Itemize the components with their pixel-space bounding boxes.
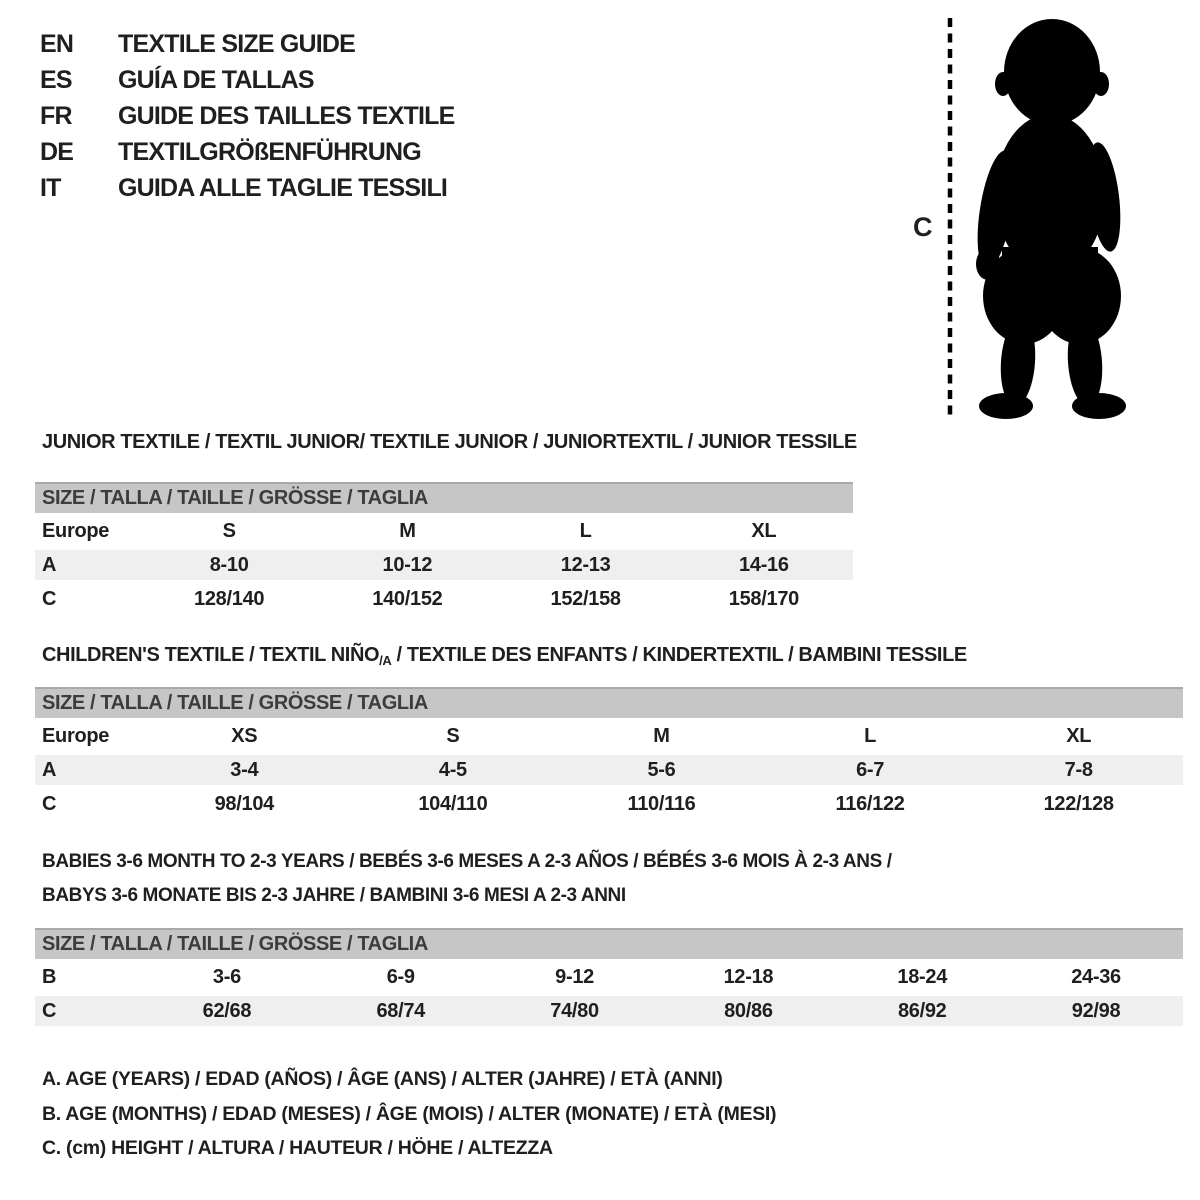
legend-height-cm: C. (cm) HEIGHT / ALTURA / HAUTEUR / HÖHE / ALTEZZA <box>42 1137 553 1159</box>
junior-section-title: JUNIOR TEXTILE / TEXTIL JUNIOR/ TEXTILE JUNIOR / JUNIORTEXTIL / JUNIOR TESSILE <box>42 431 857 453</box>
size-cell: S <box>446 724 460 747</box>
junior-size-header-bar: SIZE / TALLA / TAILLE / GRÖSSE / TAGLIA <box>35 482 853 513</box>
size-cell: XL <box>751 519 777 542</box>
babies-height-row <box>35 996 1183 1026</box>
language-code: DE <box>40 137 74 166</box>
age-cell: 5-6 <box>647 758 676 781</box>
row-label: C <box>42 587 57 610</box>
height-cell: 68/74 <box>376 999 426 1022</box>
babies-size-table <box>35 928 1183 1028</box>
height-measure-label: C <box>913 212 933 242</box>
size-cell: S <box>222 519 236 542</box>
months-cell: 9-12 <box>555 965 594 988</box>
months-cell: 24-36 <box>1071 965 1121 988</box>
children-title-prefix: CHILDREN'S TEXTILE / TEXTIL NIÑO <box>42 644 380 666</box>
age-cell: 14-16 <box>739 553 789 576</box>
language-row <box>40 62 455 98</box>
language-title: TEXTILE SIZE GUIDE <box>118 29 356 58</box>
height-cell: 116/122 <box>835 792 905 815</box>
height-cell: 92/98 <box>1071 999 1121 1022</box>
size-cell: M <box>653 724 670 747</box>
size-cell: M <box>399 519 416 542</box>
junior-height-row <box>35 582 853 616</box>
legend-age-years: A. AGE (YEARS) / EDAD (AÑOS) / ÂGE (ANS) / ALTER (JAHRE) / ETÀ (ANNI) <box>42 1068 723 1090</box>
toddler-silhouette-icon <box>962 12 1138 422</box>
language-row <box>40 98 455 134</box>
babies-months-row <box>35 960 1183 994</box>
language-title: GUIDA ALLE TAGLIE TESSILI <box>118 173 448 202</box>
language-row <box>40 134 455 170</box>
age-cell: 8-10 <box>209 553 249 576</box>
children-section-title <box>42 644 967 668</box>
height-cell: 140/152 <box>372 587 443 610</box>
height-cell: 128/140 <box>194 587 265 610</box>
height-cell: 122/128 <box>1043 792 1114 815</box>
children-size-header-bar: SIZE / TALLA / TAILLE / GRÖSSE / TAGLIA <box>35 687 1183 718</box>
children-height-row <box>35 787 1183 821</box>
height-cell: 74/80 <box>550 999 599 1022</box>
age-cell: 6-7 <box>856 758 885 781</box>
language-title-block <box>40 26 455 206</box>
size-cell: L <box>579 519 592 542</box>
junior-age-row <box>35 550 853 580</box>
height-cell: 152/158 <box>550 587 621 610</box>
months-cell: 12-18 <box>723 965 774 988</box>
height-cell: 80/86 <box>724 999 773 1022</box>
language-title: GUÍA DE TALLAS <box>118 65 314 94</box>
age-cell: 3-4 <box>230 758 259 781</box>
legend-age-months: B. AGE (MONTHS) / EDAD (MESES) / ÂGE (MOIS) / ALTER (MONATE) / ETÀ (MESI) <box>42 1103 777 1125</box>
size-cell: XS <box>231 724 258 747</box>
row-label: C <box>42 999 57 1022</box>
age-cell: 10-12 <box>382 553 433 576</box>
junior-europe-row <box>35 514 853 548</box>
height-cell: 158/170 <box>728 587 799 610</box>
row-label: C <box>42 792 57 815</box>
row-label: B <box>42 965 57 988</box>
language-row <box>40 170 455 206</box>
children-europe-row <box>35 719 1183 753</box>
months-cell: 3-6 <box>212 965 241 988</box>
children-size-table <box>35 687 1183 821</box>
row-label: A <box>42 553 57 576</box>
row-label: Europe <box>42 519 110 542</box>
months-cell: 6-9 <box>386 965 415 988</box>
children-age-row <box>35 755 1183 785</box>
language-title: TEXTILGRÖßENFÜHRUNG <box>118 137 421 166</box>
language-code: IT <box>40 173 61 202</box>
height-cell: 110/116 <box>627 792 696 815</box>
junior-size-table <box>35 482 853 616</box>
row-label: A <box>42 758 57 781</box>
language-code: FR <box>40 101 72 130</box>
age-cell: 7-8 <box>1064 758 1093 781</box>
children-title-sub: /A <box>379 653 392 668</box>
language-title: GUIDE DES TAILLES TEXTILE <box>118 101 455 130</box>
language-row <box>40 26 455 62</box>
height-cell: 86/92 <box>897 999 947 1022</box>
row-label: Europe <box>42 724 110 747</box>
height-dashed-line <box>946 16 954 420</box>
language-code: EN <box>40 29 74 58</box>
size-cell: XL <box>1066 724 1092 747</box>
babies-section-title-line2: BABYS 3-6 MONATE BIS 2-3 JAHRE / BAMBINI 3-6 MESI A 2-3 ANNI <box>42 885 626 906</box>
height-cell: 104/110 <box>418 792 488 815</box>
age-cell: 12-13 <box>560 553 611 576</box>
height-cell: 98/104 <box>214 792 274 815</box>
babies-size-header-bar: SIZE / TALLA / TAILLE / GRÖSSE / TAGLIA <box>35 928 1183 959</box>
babies-section-title-line1: BABIES 3-6 MONTH TO 2-3 YEARS / BEBÉS 3-6 MESES A 2-3 AÑOS / BÉBÉS 3-6 MOIS À 2-3 ANS / <box>42 851 892 872</box>
months-cell: 18-24 <box>897 965 948 988</box>
size-cell: L <box>864 724 877 747</box>
height-cell: 62/68 <box>202 999 252 1022</box>
language-code: ES <box>40 65 72 94</box>
children-title-suffix: / TEXTILE DES ENFANTS / KINDERTEXTIL / BAMBINI TESSILE <box>391 644 967 666</box>
age-cell: 4-5 <box>438 758 467 781</box>
